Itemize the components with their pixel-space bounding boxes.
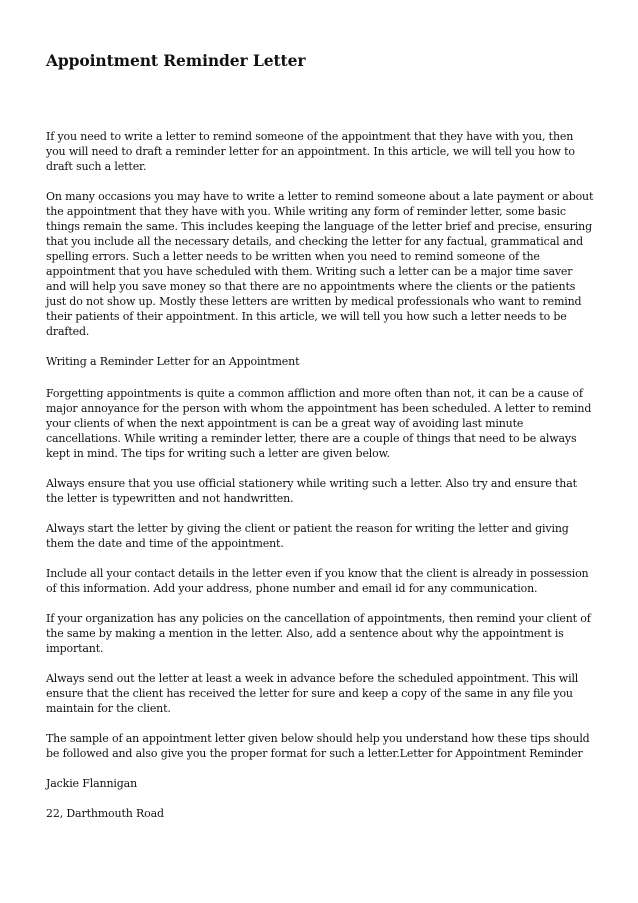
section-heading: Writing a Reminder Letter for an Appointment (46, 355, 300, 368)
paragraph-forgetting: Forgetting appointments is quite a common affliction and more often than not, it can be a cause of major annoyance for the person with whom the appointment has been scheduled. A letter to remind your clients of when the next appointment is can be a great way of avoiding last minute cancellations. While writing a reminder letter, there are a couple of things that need to be always kept in mind. The tips for writing such a letter are given below. (46, 387, 592, 460)
document-title: Appointment Reminder Letter (46, 51, 306, 70)
paragraph-sample-intro: The sample of an appointment letter given below should help you understand how these tips should be followed and also give you the proper format for such a letter.Letter for Appointment Reminder (46, 732, 590, 760)
paragraph-occasions: On many occasions you may have to write a letter to remind someone about a late payment or about the appointment that they have with you. While writing any form of reminder letter, some basic things remain the same. This includes keeping the language of the letter brief and precise, ensuring that you include all the necessary details, and checking the letter for any factual, grammatical and spelling errors. Such a letter needs to be written when you need to remind someone of the appointment that you have scheduled with them. Writing such a letter can be a major time saver and will help you save money so that there are no appointments where the clients or the patients just do not show up. Mostly these letters are written by medical professionals who want to remind their patients of their appointment. In this article, we will tell you how such a letter needs to be drafted. (46, 190, 594, 338)
paragraph-intro: If you need to write a letter to remind someone of the appointment that they have with you, then you will need to draft a reminder letter for an appointment. In this article, we will tell you how to draft such a letter. (46, 130, 575, 173)
document-body (46, 129, 594, 821)
tip-cancellation-policy: If your organization has any policies on the cancellation of appointments, then remind your client of the same by making a mention in the letter. Also, add a sentence about why the appointment is important. (46, 612, 591, 655)
tip-advance-notice: Always send out the letter at least a week in advance before the scheduled appointment. This will ensure that the client has received the letter for sure and keep a copy of the same in any file you maintain for the client. (46, 672, 579, 715)
document-page (46, 0, 594, 836)
sender-name: Jackie Flannigan (46, 777, 137, 790)
tip-stationery: Always ensure that you use official stationery while writing such a letter. Also try and ensure that the letter is typewritten and not handwritten. (46, 477, 577, 505)
sender-address: 22, Darthmouth Road (46, 807, 164, 820)
tip-reason: Always start the letter by giving the client or patient the reason for writing the letter and giving them the date and time of the appointment. (46, 522, 569, 550)
tip-contact-details: Include all your contact details in the letter even if you know that the client is already in possession of this information. Add your address, phone number and email id for any communication. (46, 567, 589, 595)
